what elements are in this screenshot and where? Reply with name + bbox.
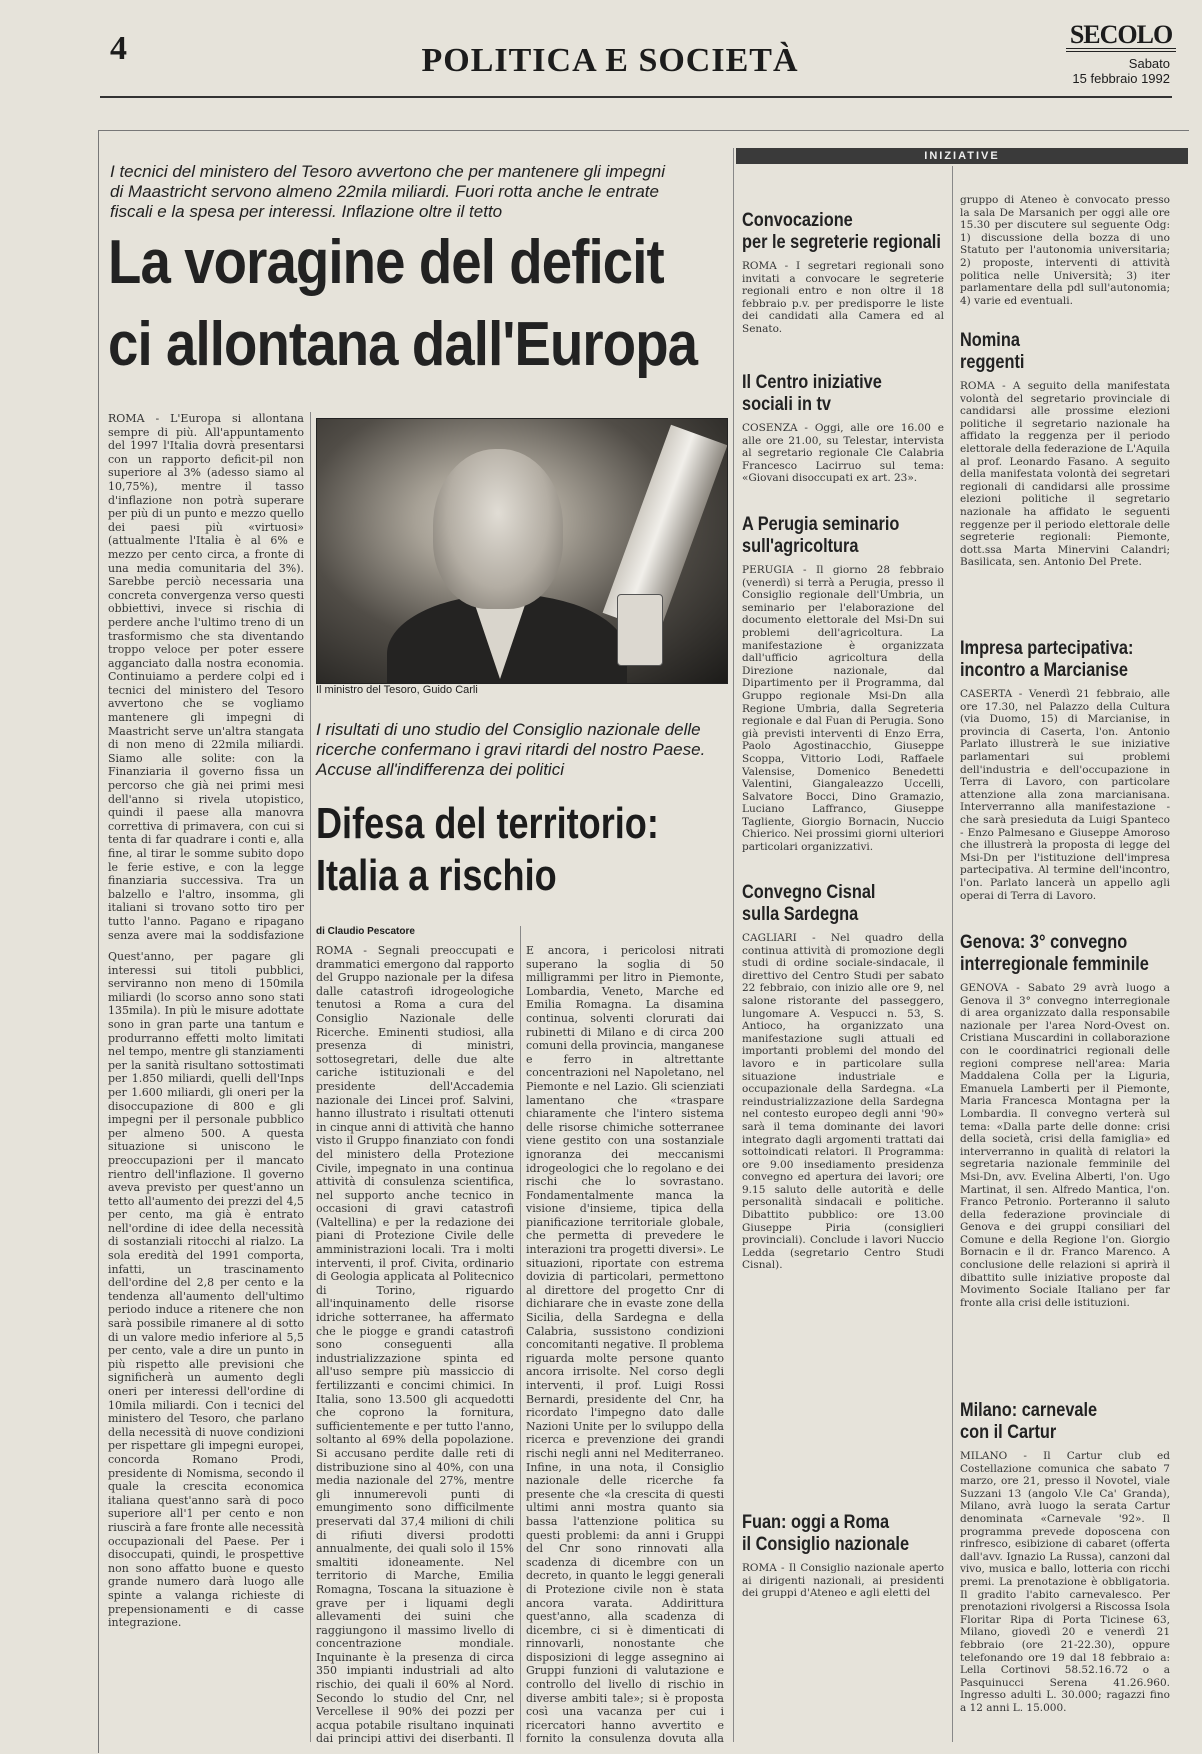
sidebar-item-subtitle: per le segreterie regionali — [742, 232, 941, 253]
sidebar-item — [742, 210, 944, 362]
newspaper-logo: SECOLO — [1066, 22, 1176, 52]
sidebar-column-1 — [742, 172, 944, 1747]
column-rule — [952, 166, 953, 1742]
sidebar-item — [742, 1512, 944, 1602]
sidebar-item-body: CAGLIARI - Nel quadro della continua attività di promozione degli studi di ordine sociale-sindacale, il direttivo del Centro Studi per sabato 22 febbraio, con inizio alle ore 9, nel salone ristorante del passeggero, lungomare A. Vespucci n. 53, S. Antioco, ha organizzato una manifestazione sugli attuali ed importanti problemi del mondo del lavoro e in particolare sulla situazione industriale e occupazionale della Sardegna. «La reindustrializzazione della Sardegna nel contesto europeo degli anni '90» sarà il tema dominante dei lavori integrato dagli argomenti trattati dai sottoindicati relatori. Il Programma: ore 9.00 insediamento presidenza convegno ed apertura dei lavori; ore 9.15 saluto delle autorità e delle personalità sindacali e politiche. Dibattito pubblico: ore 13.00 Giuseppe Piria (consiglieri provinciali). Conclude i lavori Nuccio Ledda (segretario Centro Studi Cisnal). — [742, 932, 944, 1272]
page-number: 4 — [110, 30, 127, 67]
sidebar-item-subtitle: reggenti — [960, 352, 1025, 373]
sidebar-item-body: ROMA - A seguito della manifestata volontà del segretario provinciale di candidarsi alle prossime elezioni politiche il segretario nazionale ha affidato la reggenza per il periodo elettorale della federazione de L'Aquila al prof. Leonardo Fasano. A seguito della manifestata volontà dei segretari regionali di candidarsi alle prossime elezioni politiche il segretario nazionale ha affidato le seguenti reggenze per il periodo elettorale delle segreterie regionali: Piemonte, dott.ssa Marta Minervini Calandri; Basilicata, sen. Antonio Del Prete. — [960, 380, 1170, 569]
sidebar-item-title: Convegno Cisnal — [742, 882, 876, 903]
minister-photo — [316, 418, 728, 684]
sidebar-item-body: PERUGIA - Il giorno 28 febbraio (venerdì) si terrà a Perugia, presso il Consiglio regionale dell'Umbria, un seminario per l'elaborazione del documento elettorale del Msi-Dn sui problemi dell'agricoltura. La manifestazione è organizzata dall'ufficio agricoltura della Direzione nazionale, dal Dipartimento per il Programma, dal Gruppo regionale Msi-Dn alla Regione Umbria, dalla Segreteria regionale e dal Fuan di Perugia. Sono già previsti interventi di Enzo Erra, Paolo Agostinacchio, Giuseppe Scoppa, Vittorio Lodi, Raffaele Valensise, Domenico Benedetti Valentini, Giangaleazzo Uccelli, Salvatore Bocci, Dino Gramazio, Luciano Laffranco, Giuseppe Tagliente, Giorgio Bornacin, Nuccio Chierico. Nei prossimi giorni ulteriori particolari organizzativi. — [742, 564, 944, 854]
sidebar-item-title: Milano: carnevale — [960, 1400, 1098, 1421]
sidebar-item-body: ROMA - Il Consiglio nazionale aperto ai dirigenti nazionali, ai presidenti dei gruppi d'Ateneo e agli eletti del — [742, 1562, 944, 1600]
second-body-col1: ROMA - Segnali preoccupati e drammatici emergono dal rapporto del Gruppo nazionale per la difesa dalle catastrofi idrogeologiche tenutosi a Roma a cura del Consiglio Nazionale delle Ricerche. Eminenti studiosi, alla presenza di ministri, sottosegretari, delle due alte cariche istituzionali e del presidente dell'Accademia nazionale dei Lincei prof. Salvini, hanno illustrato i risultati ottenuti in cinque anni di attività che hanno visto il Gruppo finanziato con fondi del ministero della Protezione Civile, impegnato in una continua attività di consulenza scientifica, nel supporto anche tecnico in occasioni di gravi catastrofi (Valtellina) e per la redazione dei piani di Protezione Civile delle amministrazioni locali. Tra i molti interventi, il prof. Civita, ordinario di Geologia applicata al Politecnico di Torino, riguardo all'inquinamento delle risorse idriche sotterranee, ha affermato che le piogge e grandi catastrofi sono conseguenti alla industrializzazione spinta ed all'uso sempre più massiccio di fertilizzanti e concimi chimici. In Italia, sono 13.500 gli acquedotti che coprono la fornitura, sufficientemente e per tutto l'anno, soltanto al 69% della popolazione. Si accusano perdite dalle reti di distribuzione sino al 40%, con una media nazionale del 27%, mentre gli innumerevoli punti di emungimento sono difficilmente preservati dal 37,4 milioni di chili di rifiuti diversi prodotti annualmente, dei quali solo il 15% smaltiti idoneamente. Nel territorio di Marche, Emilia Romagna, Toscana la situazione è grave per i liquami degli allevamenti dei suini che raggiungono il massimo livello di concentrazione mondiale. Inquinante è la presenza di circa 350 impianti industriali ad alto rischio, dei quali il 60% al Nord. Secondo lo studio del Cnr, nel Vercellese il 90% dei pozzi per acqua potabile risultano inquinati dai principi attivi dei diserbanti. Il — [316, 944, 514, 1744]
column-rule — [310, 412, 311, 1742]
main-kicker: I tecnici del ministero del Tesoro avvertono che per mantenere gli impegni di Maastricht servono almeno 22mila miliardi. Fuori rotta anche le entrate fiscali e la spesa per interessi. Inflazione oltre il tetto — [110, 162, 665, 221]
second-headline-line2: Italia a rischio — [316, 851, 557, 900]
second-byline: di Claudio Pescatore — [316, 926, 415, 937]
sidebar-item-title: Fuan: oggi a Roma — [742, 1512, 890, 1533]
sidebar-item — [742, 372, 944, 498]
issue-date — [1040, 56, 1170, 86]
sidebar-item — [960, 1400, 1170, 1749]
sidebar-item-body: ROMA - I segretari regionali sono invitati a convocare le segreterie regionali entro e non oltre il 18 febbraio p.v. per predisporre le liste dei candidati alla Camera ed al Senato. — [742, 260, 944, 335]
sidebar-item — [960, 932, 1170, 1386]
sidebar-item-body: COSENZA - Oggi, alle ore 16.00 e alle ore 21.00, su Telestar, intervista al segretario regionale Cle Calabria Francesco Lacirruo sul tema: «Giovani disoccupati ex art. 23». — [742, 422, 944, 485]
second-kicker: I risultati di uno studio del Consiglio nazionale delle ricerche confermano i gravi ritardi del nostro Paese. Accuse all'indifferenza dei politici — [316, 720, 706, 779]
sidebar-item-subtitle: sull'agricoltura — [742, 536, 859, 557]
sidebar-item-subtitle: incontro a Marcianise — [960, 660, 1128, 681]
section-title: POLITICA E SOCIETÀ — [421, 42, 799, 79]
issue-day: Sabato — [1128, 56, 1170, 71]
photo-microphone — [617, 594, 663, 666]
sidebar-item — [960, 330, 1170, 620]
column-rule — [733, 148, 734, 1742]
sidebar-item — [960, 194, 1170, 310]
issue-date-text: 15 febbraio 1992 — [1072, 71, 1170, 86]
photo-face — [433, 449, 563, 609]
sidebar-item-title: Convocazione — [742, 210, 853, 231]
column-rule — [520, 926, 521, 1742]
sidebar-item-body: CASERTA - Venerdì 21 febbraio, alle ore 17.30, nel Palazzo della Cultura (via Duomo, 15) di Marcianise, in provincia di Caserta, l'on. Antonio Parlato illustrerà le sue iniziative parlamentari sui problemi dell'industria e dell'occupazione in Terra di Lavoro, con particolare attenzione alla zona marcianisana. Interverranno alla manifestazione - che sarà presieduta da Luigi Spanteco - Enzo Palmesano e Giuseppe Amoroso che illustrerà la proposta di legge del Msi-Dn per l'istituzione dell'impresa partecipativa. Al termine dell'incontro, l'on. Parlato lancerà un appello agli operai di Terra di Lavoro. — [960, 688, 1170, 902]
sidebar-item-body: GENOVA - Sabato 29 avrà luogo a Genova il 3° convegno interregionale di area organizzato dalla responsabile nazionale per l'area Nord-Ovest on. Cristiana Muscardini in collaborazione con le coordinatrici regionali delle regioni comprese nell'area: Maria Maddalena Colla per la Liguria, Emanuela Lamberti per il Piemonte, Maria Francesca Montagna per la Lombardia. Il convegno verterà sul tema: «Dalla parte delle donne: crisi della società, crisi della famiglia» ed interverranno in qualità di relatori la segretaria nazionale femminile del Msi-Dn, avv. Evelina Alberti, l'on. Ugo Martinat, il sen. Alfredo Mantica, l'on. Franco Petronio. Porteranno il saluto della federazione provinciale di Genova e dei gruppi consiliari del Comune e della Regione l'on. Giorgio Bornacin e il dr. Franco Marenco. A conclusione delle relazioni si aprirà il dibattito sulle iniziative proposte dal Movimento Sociale Italiano per far fronte alla crisi delle istituzioni. — [960, 982, 1170, 1309]
main-headline-line2: ci allontana dall'Europa — [108, 310, 698, 379]
sidebar-item-title: Nomina — [960, 330, 1020, 351]
second-headline-line1: Difesa del territorio: — [316, 799, 659, 848]
sidebar-item-title: Genova: 3° convegno — [960, 932, 1128, 953]
sidebar-item-title: Il Centro iniziative — [742, 372, 882, 393]
sidebar-item-subtitle: interregionale femminile — [960, 954, 1149, 975]
sidebar-item-subtitle: sociali in tv — [742, 394, 831, 415]
main-body-col1: ROMA - L'Europa si allontana sempre di più. All'appuntamento del 1997 l'Italia dovrà presentarsi con un rapporto deficit-pil non superiore al 3% (adesso siamo al 10,75%), mentre il tasso d'inflazione non potrà superare per più di un punto e mezzo quello dei paesi più «virtuosi» (attualmente l'Italia è al 6% e mezzo per cento circa, a fronte di una media comunitaria del 3%). Sarebbe perciò necessaria una concreta convergenza verso questi obbiettivi, invece si rischia di perdere anche l'ultimo treno di un trasformismo che sta diventando troppo veloce per poter essere agganciato dalla nostra economia. Continuiamo a perdere colpi ed i tecnici del ministero del Tesoro avvertono che se vogliamo mantenere gli impegni di Maastricht serve un'altra stangata di non meno di 22mila miliardi. Siamo alle solite: con la Finanziaria il governo fissa un percorso che già nei primi mesi dell'anno si rivela utopistico, quindi il paese alla manovra correttiva di primavera, con cui si tenta di far quadrare i conti e, alla fine, al tirar le somme subito dopo le ferie estive, e con la legge finanziaria successiva. Tra un balzello e l'altro, insomma, gli italiani si trovano sotto tiro per tutto l'anno. Pagano e ripagano senza avere mai la soddisfazione — [108, 412, 304, 942]
photo-caption: Il ministro del Tesoro, Guido Carli — [316, 684, 478, 696]
sidebar-item-subtitle: sulla Sardegna — [742, 904, 859, 925]
sidebar-item — [742, 882, 944, 1500]
sidebar-item-body: gruppo di Ateneo è convocato presso la sala De Marsanich per oggi alle ore 15.30 per discutere sul seguente Odg: 1) discussione della bozza di uno Statuto per l'autonomia universitaria; 2) proposte, interventi di attività politica nelle Università; 3) iter parlamentare della pdl sull'autonomia; 4) varie ed eventuali. — [960, 194, 1170, 307]
sidebar-column-2 — [960, 194, 1170, 1749]
sidebar-item-subtitle: il Consiglio nazionale — [742, 1534, 910, 1555]
sidebar-item-title: Impresa partecipativa: — [960, 638, 1134, 659]
main-body-col2: Quest'anno, per pagare gli interessi sui titoli pubblici, serviranno non meno di 150mila miliardi (lo scorso anno sono stati 135mila). In più le misure adottate sono in gran parte una tantum e produrranno effetti molto limitati nel tempo, mentre gli stanziamenti per la sanità risultano sottostimati per 1.850 miliardi, quelli dell'Inps per 1.600 miliardi, gli oneri per la disoccupazione di 800 e gli impegni per il personale pubblico per almeno 500. A questa situazione si uniscono le preoccupazioni per il mancato rientro dell'inflazione. Il governo aveva previsto per quest'anno un tetto all'aumento dei prezzi del 4,5 per cento, ma già è entrato nell'ordine di idee della necessità di sostanziali ritocchi al rialzo. La sola eredità del 1991 comporta, infatti, un trascinamento dell'ordine del 2,8 per cento e la tendenza all'aumento dell'ultimo periodo induce a ritenere che non sarà possibile rimanere al di sotto di un valore medio inferiore al 5,5 per cento, vale a dire un punto in più rispetto alle previsioni che significherà un aumento degli oneri per interessi dell'ordine di 10mila miliardi. Con i tecnici del ministero del Tesoro, che parlano della necessità di nuove condizioni per rispettare gli impegni europei, concorda Romano Prodi, presidente di Nomisma, secondo il quale la crescita economica italiana quest'anno sarà di poco superiore all'1 per cento e non riuscirà a fare fronte alle necessità occupazionali del Paese. Per i disoccupati, quindi, le prospettive non sono affatto buone e questo grande numero darà luogo alle spinte a valanga richieste di prepensionamenti e di casse integrazione. — [108, 950, 304, 1630]
main-headline-line1: La voragine del deficit — [108, 228, 664, 297]
sidebar-item-subtitle: con il Cartur — [960, 1422, 1057, 1443]
sidebar-item-body: MILANO - Il Cartur club ed Costellazione comunica che sabato 7 marzo, ore 21, presso il Novotel, viale Suzzani 13 (angolo V.le Ca' Granda), Milano, avrà luogo la serata Cartur denominata «Carnevale '92». Il programma prevede doposcena con rinfresco, esibizione di cabaret (offerta dall'avv. Ignazio La Russa), canzoni dal vivo, musica e ballo, lotteria con ricchi premi. La prenotazione è obbligatoria. Il gradito l'abito carnevalesco. Per prenotazioni rivolgersi a Riscossa Isola Floritar Ripa di Porta Ticinese 63, Milano, giovedì 20 e venerdì 21 febbraio (ore 21-22.30), oppure telefonando ore 19 dal 18 febbraio a: Lella Cortinovi 58.52.16.72 o a Pasquinucci Serena 41.26.960. Ingresso adulti L. 30.000; ragazzi fino a 12 anni L. 15.000. — [960, 1450, 1170, 1714]
masthead-rule — [100, 96, 1172, 98]
sidebar-item — [960, 638, 1170, 918]
sidebar-item — [742, 514, 944, 868]
second-body-col2: E ancora, i pericolosi nitrati superano la soglia di 50 milligrammi per litro in Piemonte, Lombardia, Veneto, Marche ed Emilia Romagna. La disamina continua, solventi clorurati dai rubinetti di Milano e di circa 200 comuni della provincia, manganese e ferro in altrettante concentrazioni nel Napoletano, nel Piemonte e nel Lazio. Gli scienziati lamentano che «traspare chiaramente che l'intero sistema delle risorse chimiche sotterranee viene gestito con una sostanziale ignoranza dei meccanismi idrogeologici che lo regolano e dei rischi che lo sovrastano. Fondamentalmente manca la visione d'insieme, tipica della pianificazione territoriale globale, che permetta di prevedere le interazioni tra progetti diversi». Le situazioni, riportate con estrema dovizia di particolari, permettono al direttore del progetto Cnr di dichiarare che in evaste zone della Sicilia, della Sardegna e della Calabria, sussistono condizioni concomitanti negative. Il problema riguarda molte persone quanto ancora irrisolte. Nel corso degli interventi, il prof. Luigi Rossi Bernardi, presidente del Cnr, ha ricordato l'impegno dato dalle Nazioni Unite per lo sviluppo della ricerca e prevenzione dei grandi rischi negli anni nel Mediterraneo. Infine, in una nota, il Consiglio nazionale delle ricerche fa presente che «la crescita di questi ultimi anni mostra quanto sia bassa l'attenzione politica su questi problemi: da anni i Gruppi del Cnr sono rinnovati alla scadenza di dicembre con un decreto, in quanto le leggi generali di Protezione civile non è stata ancora varata. Addirittura quest'anno, alla scadenza di dicembre, ci si è dimenticati di rinnovarli, nonostante che disposizioni di legge assegnino ai Gruppi funzioni di valutazione e controllo del livello di rischio in diverse ambiti tale»; si è proposta così una vacanza per cui i ricercatori hanno avvertito e fornito la consulenza dovuta alla — [526, 944, 724, 1744]
sidebar-item-title: A Perugia seminario — [742, 514, 900, 535]
sidebar-header: INIZIATIVE — [736, 148, 1188, 164]
